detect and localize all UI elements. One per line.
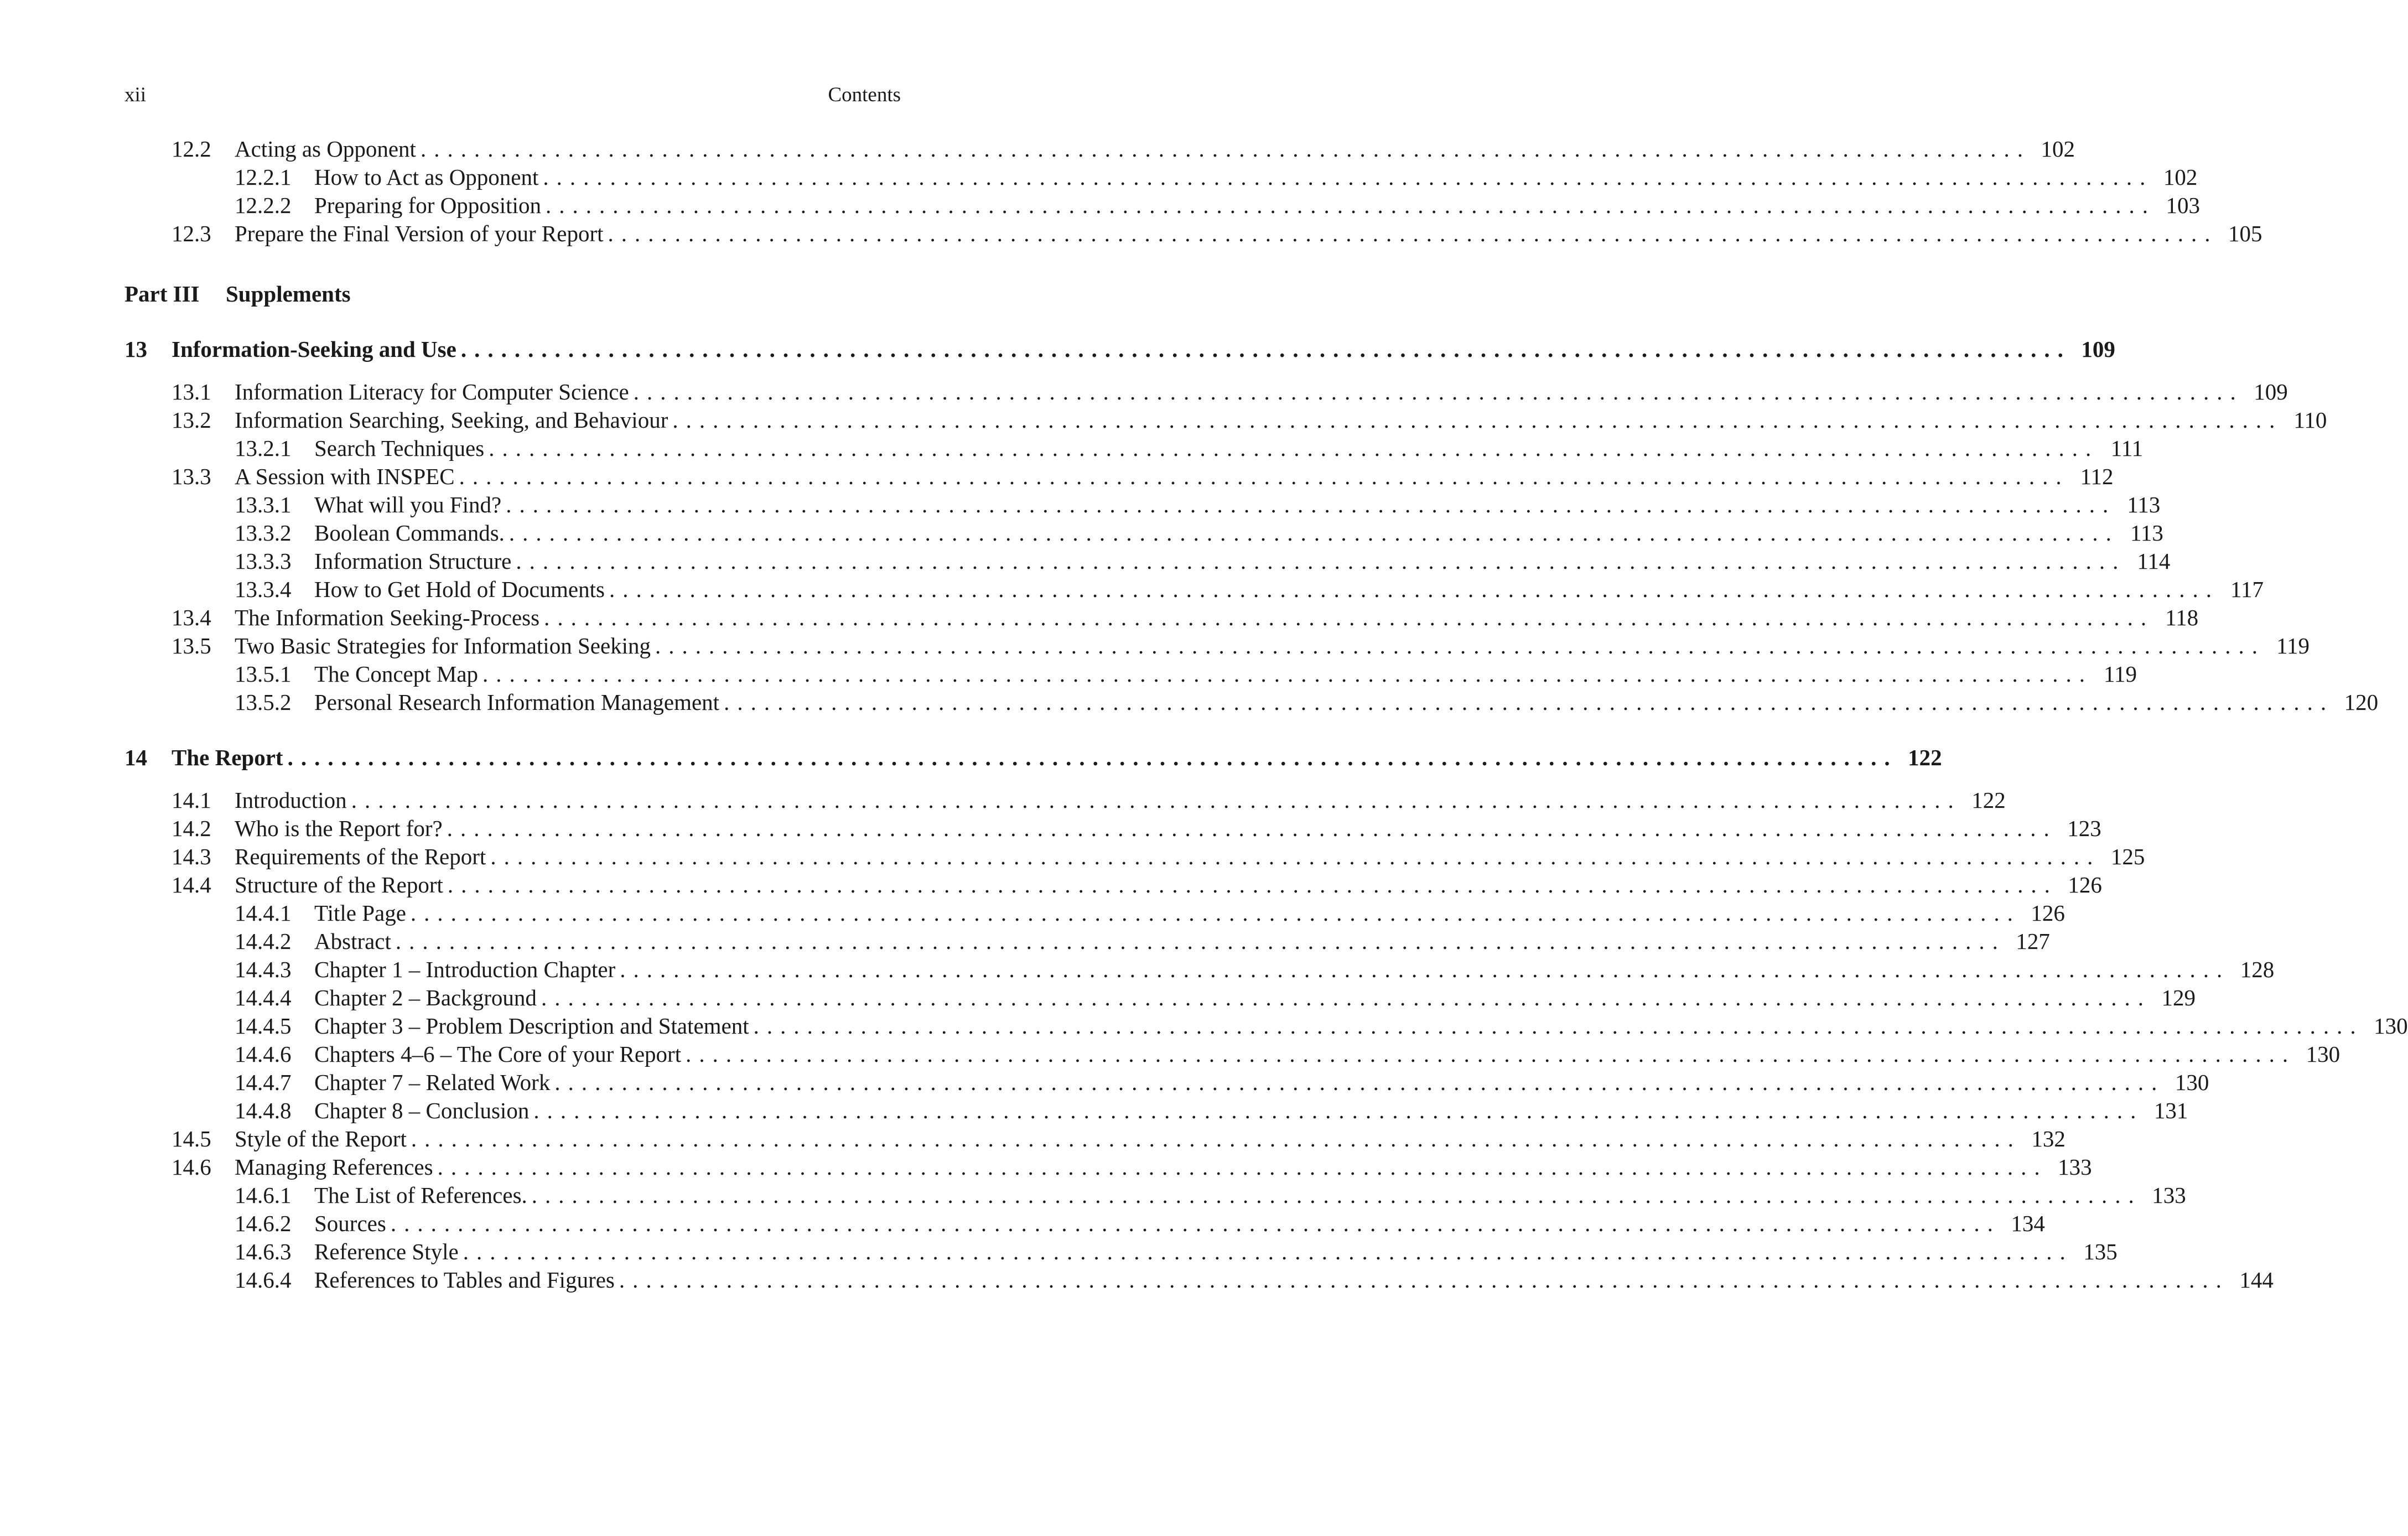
toc-entry[interactable] xyxy=(124,575,2264,604)
page-number: xii xyxy=(124,84,147,106)
part-title: Supplements xyxy=(226,281,351,307)
entry-number: 14.6.4 xyxy=(235,1267,292,1293)
toc-entry[interactable] xyxy=(124,660,2137,688)
entry-page: 120 xyxy=(2344,689,2379,715)
toc-entry[interactable] xyxy=(124,163,2198,191)
toc-entry[interactable] xyxy=(124,1012,2408,1040)
entry-number: 14.5 xyxy=(172,1126,211,1151)
entry-number: 14.4.7 xyxy=(235,1070,292,1095)
dot-leader: ........................................................................................................................ xyxy=(619,1267,2229,1293)
dot-leader: ........................................................................................................................ xyxy=(608,221,2218,246)
entry-number: 14.4.3 xyxy=(235,957,292,982)
dot-leader: ........................................................................................................................ xyxy=(753,1013,2364,1039)
entry-title: Structure of the Report xyxy=(235,872,443,897)
toc-entry[interactable] xyxy=(124,899,2065,927)
dot-leader: ........................................................................................................................ xyxy=(672,407,2283,433)
entry-title: Boolean Commands. xyxy=(314,520,505,546)
entry-page: 126 xyxy=(2068,872,2102,897)
entry-number: 12.2.1 xyxy=(235,164,292,190)
entry-number: 14.4.2 xyxy=(235,928,292,954)
entry-number: 14.6.2 xyxy=(235,1211,292,1236)
dot-leader: ........................................................................................................................ xyxy=(390,1211,2001,1236)
entry-page: 113 xyxy=(2130,520,2163,546)
entry-page: 105 xyxy=(2228,221,2262,246)
dot-leader: ........................................................................................................................ xyxy=(609,577,2219,602)
toc-entry[interactable] xyxy=(124,786,2006,814)
entry-number: 13.3.4 xyxy=(235,577,292,602)
table-of-contents xyxy=(124,135,2408,1294)
entry-number: 13.3 xyxy=(172,464,211,489)
dot-leader: ........................................................................................................................ xyxy=(655,633,2266,658)
chapter-page: 122 xyxy=(1908,745,1942,770)
entry-page: 129 xyxy=(2161,985,2196,1010)
entry-number: 14.4.4 xyxy=(235,985,292,1010)
entry-page: 119 xyxy=(2276,633,2310,658)
toc-entry[interactable] xyxy=(124,135,2075,163)
toc-entry[interactable] xyxy=(124,871,2102,899)
entry-title: Requirements of the Report xyxy=(235,844,486,869)
entry-number: 13.5.1 xyxy=(235,661,292,687)
entry-title: Chapter 1 – Introduction Chapter xyxy=(314,957,616,982)
running-header xyxy=(124,81,901,110)
dot-leader: ........................................................................................................................ xyxy=(351,787,1961,813)
entry-page: 128 xyxy=(2240,957,2275,982)
toc-entry[interactable] xyxy=(124,1181,2186,1210)
dot-leader: ........................................................................................................................ xyxy=(508,520,2119,546)
toc-entry[interactable] xyxy=(124,1068,2209,1097)
entry-title: Introduction xyxy=(235,787,347,813)
dot-leader: ........................................................................................................................ xyxy=(516,548,2126,574)
dot-leader: ........................................................................................................................ xyxy=(459,464,2069,489)
entry-title: The Information Seeking-Process xyxy=(235,605,540,630)
entry-title: Information Searching, Seeking, and Behaviour xyxy=(235,407,668,433)
dot-leader: ........................................................................................................................ xyxy=(437,1154,2048,1180)
entry-page: 111 xyxy=(2110,435,2144,461)
entry-title: Chapters 4–6 – The Core of your Report xyxy=(314,1041,682,1067)
entry-page: 130 xyxy=(2306,1041,2340,1067)
running-title: Contents xyxy=(828,84,901,106)
entry-number: 13.3.3 xyxy=(235,548,292,574)
chapter-page: 109 xyxy=(2081,336,2115,362)
entry-number: 14.6.3 xyxy=(235,1239,292,1264)
dot-leader: ........................................................................................................................ xyxy=(460,336,2071,362)
dot-leader: ........................................................................................................................ xyxy=(724,689,2334,715)
entry-number: 13.5 xyxy=(172,633,211,658)
entry-title: Two Basic Strategies for Information Seeking xyxy=(235,633,651,658)
toc-entry[interactable] xyxy=(124,491,2161,519)
dot-leader: ........................................................................................................................ xyxy=(489,435,2099,461)
entry-number: 13.1 xyxy=(172,379,211,404)
toc-section-13 xyxy=(124,378,2379,717)
entry-number: 12.3 xyxy=(172,221,211,246)
entry-number: 13.3.1 xyxy=(235,492,292,517)
entry-title: A Session with INSPEC xyxy=(235,464,455,489)
entry-title: Style of the Report xyxy=(235,1126,407,1151)
entry-number: 13.2 xyxy=(172,407,211,433)
chapter-number: 14 xyxy=(124,745,147,770)
entry-page: 122 xyxy=(1971,787,2006,813)
entry-page: 133 xyxy=(2152,1182,2186,1208)
entry-number: 14.6.1 xyxy=(235,1182,292,1208)
toc-entry[interactable] xyxy=(124,1210,2045,1238)
entry-page: 103 xyxy=(2166,193,2200,218)
toc-entry[interactable] xyxy=(124,632,2310,660)
entry-number: 14.4.6 xyxy=(235,1041,292,1067)
entry-title: Managing References xyxy=(235,1154,433,1180)
toc-entry[interactable] xyxy=(124,956,2275,984)
entry-page: 110 xyxy=(2293,407,2327,433)
entry-page: 126 xyxy=(2031,900,2065,926)
toc-entry[interactable] xyxy=(124,519,2163,547)
entry-number: 14.1 xyxy=(172,787,211,813)
entry-title: Chapter 3 – Problem Description and Statement xyxy=(314,1013,749,1039)
entry-page: 123 xyxy=(2067,816,2101,841)
toc-entry[interactable] xyxy=(124,406,2327,434)
entry-title: The Concept Map xyxy=(314,661,479,687)
entry-page: 102 xyxy=(2041,136,2075,162)
entry-page: 112 xyxy=(2080,464,2114,489)
toc-section-12 xyxy=(124,135,2262,248)
dot-leader: ........................................................................................................................ xyxy=(463,1239,2073,1264)
entry-number: 12.2 xyxy=(172,136,211,162)
entry-title: What will you Find? xyxy=(314,492,502,517)
toc-chapter-14[interactable] xyxy=(124,744,1942,772)
dot-leader: ........................................................................................................................ xyxy=(482,661,2093,687)
dot-leader: ........................................................................................................................ xyxy=(447,816,2057,841)
entry-title: Reference Style xyxy=(314,1239,459,1264)
entry-page: 131 xyxy=(2153,1098,2188,1123)
toc-entry[interactable] xyxy=(124,547,2171,575)
dot-leader: ........................................................................................................................ xyxy=(287,745,1898,770)
toc-entry[interactable] xyxy=(124,463,2114,491)
dot-leader: ........................................................................................................................ xyxy=(544,605,2155,630)
entry-number: 14.6 xyxy=(172,1154,211,1180)
entry-title: Who is the Report for? xyxy=(235,816,443,841)
toc-entry[interactable] xyxy=(124,688,2379,717)
dot-leader: ........................................................................................................................ xyxy=(686,1041,2296,1067)
dot-leader: ........................................................................................................................ xyxy=(490,844,2101,869)
entry-number: 13.2.1 xyxy=(235,435,292,461)
entry-page: 118 xyxy=(2165,605,2199,630)
entry-page: 130 xyxy=(2175,1070,2209,1095)
dot-leader: ........................................................................................................................ xyxy=(543,164,2153,190)
toc-chapter-13[interactable] xyxy=(124,335,2115,364)
toc-entry[interactable] xyxy=(124,1125,2066,1153)
toc-entry[interactable] xyxy=(124,1266,2274,1294)
toc-entry[interactable] xyxy=(124,604,2199,632)
entry-number: 14.4.1 xyxy=(235,900,292,926)
entry-page: 132 xyxy=(2031,1126,2066,1151)
entry-number: 14.4.5 xyxy=(235,1013,292,1039)
dot-leader: ........................................................................................................................ xyxy=(420,136,2031,162)
entry-number: 12.2.2 xyxy=(235,193,292,218)
entry-title: Chapter 8 – Conclusion xyxy=(314,1098,530,1123)
dot-leader: ........................................................................................................................ xyxy=(633,379,2244,404)
entry-number: 13.5.2 xyxy=(235,689,292,715)
toc-entry[interactable] xyxy=(124,434,2144,463)
entry-number: 14.4.8 xyxy=(235,1098,292,1123)
entry-page: 144 xyxy=(2239,1267,2274,1293)
chapter-title: The Report xyxy=(172,745,283,770)
entry-number: 14.2 xyxy=(172,816,211,841)
dot-leader: ........................................................................................................................ xyxy=(395,928,2006,954)
entry-title: Chapter 2 – Background xyxy=(314,985,537,1010)
toc-entry[interactable] xyxy=(124,1153,2092,1181)
entry-title: The List of References. xyxy=(314,1182,527,1208)
entry-title: Sources xyxy=(314,1211,386,1236)
entry-page: 113 xyxy=(2127,492,2161,517)
entry-title: Abstract xyxy=(314,928,391,954)
dot-leader: ........................................................................................................................ xyxy=(410,900,2021,926)
entry-page: 130 xyxy=(2374,1013,2408,1039)
entry-number: 14.3 xyxy=(172,844,211,869)
toc-entry[interactable] xyxy=(124,378,2288,406)
dot-leader: ........................................................................................................................ xyxy=(411,1126,2021,1151)
entry-title: Personal Research Information Management xyxy=(314,689,720,715)
entry-page: 102 xyxy=(2163,164,2198,190)
entry-number: 14.4 xyxy=(172,872,211,897)
entry-title: Search Techniques xyxy=(314,435,485,461)
entry-number: 13.3.2 xyxy=(235,520,292,546)
dot-leader: ........................................................................................................................ xyxy=(620,957,2230,982)
entry-title: Preparing for Opposition xyxy=(314,193,541,218)
entry-page: 125 xyxy=(2110,844,2145,869)
toc-entry[interactable] xyxy=(124,1238,2118,1266)
entry-page: 117 xyxy=(2230,577,2264,602)
chapter-number: 13 xyxy=(124,336,147,362)
dot-leader: ........................................................................................................................ xyxy=(533,1098,2144,1123)
entry-page: 119 xyxy=(2104,661,2137,687)
entry-page: 114 xyxy=(2137,548,2171,574)
toc-entry[interactable] xyxy=(124,843,2145,871)
dot-leader: ........................................................................................................................ xyxy=(531,1182,2142,1208)
dot-leader: ........................................................................................................................ xyxy=(506,492,2116,517)
entry-title: Information Structure xyxy=(314,548,512,574)
toc-entry[interactable] xyxy=(124,984,2196,1012)
entry-page: 127 xyxy=(2016,928,2050,954)
dot-leader: ........................................................................................................................ xyxy=(447,872,2058,897)
toc-part-heading xyxy=(124,280,901,308)
entry-title: Acting as Opponent xyxy=(235,136,416,162)
dot-leader: ........................................................................................................................ xyxy=(541,985,2151,1010)
entry-title: How to Act as Opponent xyxy=(314,164,539,190)
part-number: Part III xyxy=(124,281,200,307)
chapter-title: Information-Seeking and Use xyxy=(172,336,456,362)
toc-entry[interactable] xyxy=(124,1040,2340,1068)
entry-page: 135 xyxy=(2083,1239,2118,1264)
toc-entry[interactable] xyxy=(124,814,2101,843)
entry-number: 13.4 xyxy=(172,605,211,630)
toc-entry[interactable] xyxy=(124,1097,2188,1125)
entry-title: How to Get Hold of Documents xyxy=(314,577,605,602)
entry-title: Chapter 7 – Related Work xyxy=(314,1070,551,1095)
entry-page: 109 xyxy=(2254,379,2288,404)
entry-title: References to Tables and Figures xyxy=(314,1267,615,1293)
entry-page: 133 xyxy=(2058,1154,2092,1180)
toc-entry[interactable] xyxy=(124,927,2050,956)
entry-title: Prepare the Final Version of your Report xyxy=(235,221,604,246)
toc-section-14 xyxy=(124,786,2408,1294)
entry-title: Information Literacy for Computer Science xyxy=(235,379,629,404)
dot-leader: ........................................................................................................................ xyxy=(554,1070,2165,1095)
toc-entry[interactable] xyxy=(124,191,2200,220)
entry-title: Title Page xyxy=(314,900,406,926)
toc-entry[interactable] xyxy=(124,220,2262,248)
dot-leader: ........................................................................................................................ xyxy=(545,193,2156,218)
entry-page: 134 xyxy=(2011,1211,2045,1236)
